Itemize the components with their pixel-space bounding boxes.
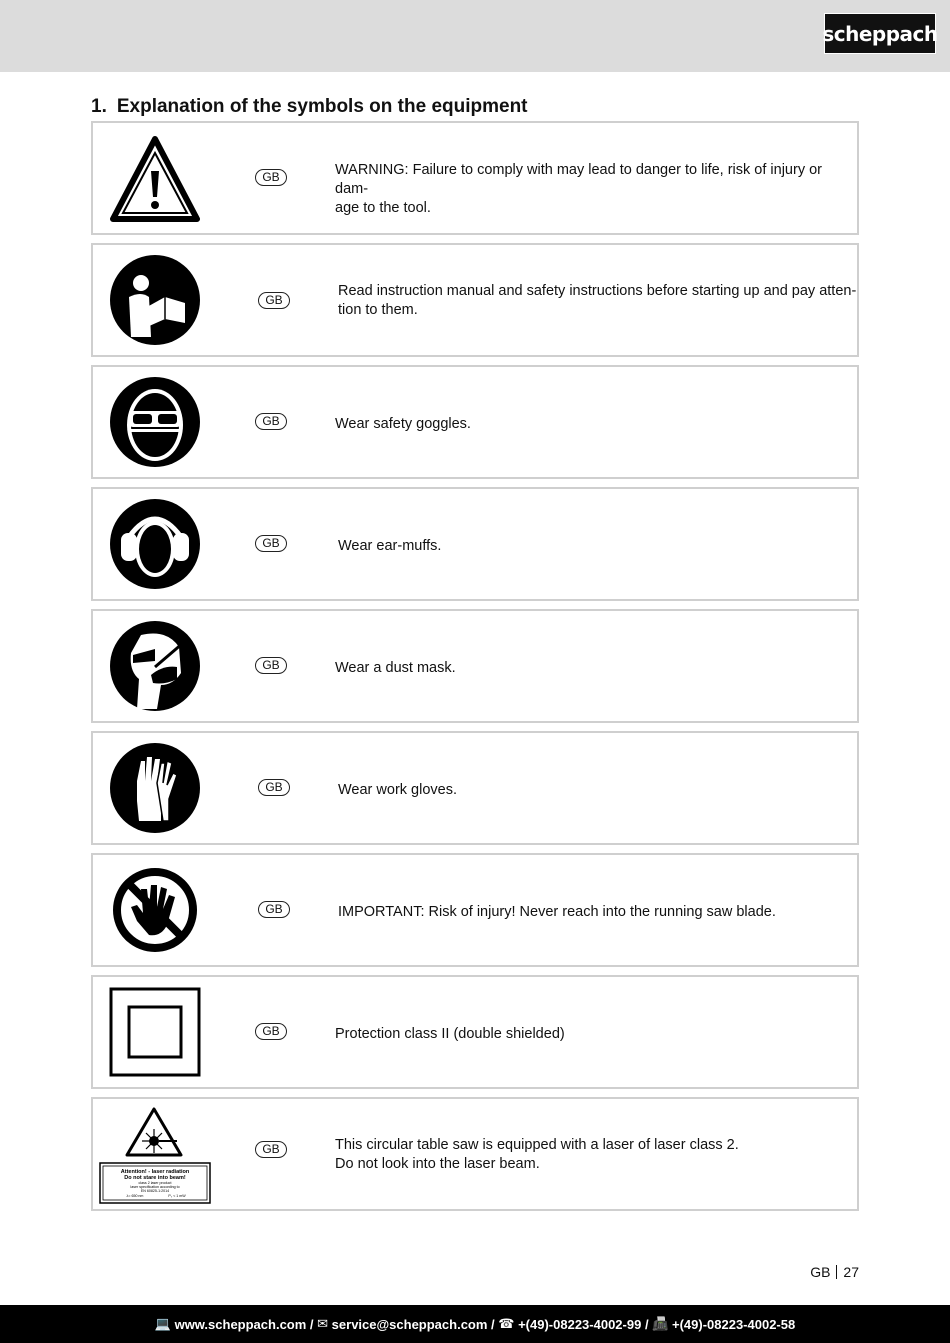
language-badge: GB [255, 535, 287, 552]
separator: / [641, 1316, 653, 1332]
phone-icon: ☎ [498, 1316, 519, 1331]
section-heading [91, 96, 528, 118]
language-badge: GB [258, 901, 290, 918]
symbol-row-dust-mask [91, 609, 859, 723]
symbol-description: Wear safety goggles. [335, 416, 471, 432]
laser-label-line: P₀ < 1 mW [168, 1194, 186, 1198]
section-number: 1. [91, 96, 107, 117]
language-badge: GB [255, 413, 287, 430]
email-icon: ✉ [317, 1316, 332, 1331]
protection-class-ii-icon [107, 985, 203, 1079]
symbol-description: This circular table saw is equipped with a laser of laser class 2. Do not look into the laser beam. [335, 1137, 739, 1172]
language-badge: GB [255, 1141, 287, 1158]
language-badge: GB [258, 779, 290, 796]
phone-number: +(49)-08223-4002-99 [518, 1316, 642, 1332]
ear-muffs-icon [107, 497, 203, 591]
contact-footer [0, 1305, 950, 1343]
website-link[interactable]: www.scheppach.com [174, 1316, 307, 1332]
symbol-description: IMPORTANT: Risk of injury! Never reach into the running saw blade. [338, 904, 776, 920]
language-badge: GB [255, 169, 287, 186]
language-badge: GB [255, 1023, 287, 1040]
symbol-row-laser [91, 1097, 859, 1211]
symbol-row-warning [91, 121, 859, 235]
separator: / [306, 1316, 318, 1332]
computer-icon: 💻 [154, 1316, 175, 1331]
symbol-description: Wear work gloves. [338, 782, 457, 798]
header-bar [0, 0, 950, 72]
fax-icon: 📠 [652, 1316, 672, 1331]
separator: / [487, 1316, 499, 1332]
symbol-description: Wear ear-muffs. [338, 538, 442, 554]
warning-triangle-icon [107, 131, 203, 225]
symbol-description: Read instruction manual and safety instructions before starting up and pay atten- tion to them. [338, 283, 857, 318]
page-number [810, 1264, 859, 1280]
scheppach-logo: scheppach [824, 13, 936, 54]
fax-number: +(49)-08223-4002-58 [671, 1316, 796, 1332]
laser-label-line: EN 60825-1:2014 [140, 1189, 170, 1193]
laser-label-line: λ= 650 nm [126, 1194, 144, 1198]
laser-label-line: Attention! - laser radiation [120, 1169, 190, 1175]
page-number-value: 27 [843, 1264, 859, 1280]
symbol-row-gloves [91, 731, 859, 845]
symbol-description: Protection class II (double shielded) [335, 1026, 565, 1042]
language-badge: GB [258, 292, 290, 309]
dust-mask-icon [107, 619, 203, 713]
read-manual-icon [107, 253, 203, 347]
symbol-description: Wear a dust mask. [335, 660, 456, 676]
laser-warning-icon [97, 1105, 215, 1205]
work-gloves-icon [107, 741, 203, 835]
symbol-row-no-reach [91, 853, 859, 967]
divider [836, 1265, 837, 1279]
symbol-row-goggles [91, 365, 859, 479]
symbol-row-ear-muffs [91, 487, 859, 601]
laser-label-line: class 2 laser product [138, 1181, 172, 1185]
safety-goggles-icon [107, 375, 203, 469]
section-title: Explanation of the symbols on the equipment [116, 96, 528, 117]
symbol-row-read-manual [91, 243, 859, 357]
symbol-row-protection-class [91, 975, 859, 1089]
page-language: GB [810, 1264, 831, 1280]
no-hand-icon [107, 863, 203, 957]
email-link[interactable]: service@scheppach.com [331, 1316, 488, 1332]
laser-label-line: laser specification according to [130, 1185, 180, 1189]
laser-label-line: Do not stare into beam! [124, 1175, 186, 1181]
symbol-description: WARNING: Failure to comply with may lead to danger to life, risk of injury or dam- age to the tool. [335, 162, 822, 216]
language-badge: GB [255, 657, 287, 674]
